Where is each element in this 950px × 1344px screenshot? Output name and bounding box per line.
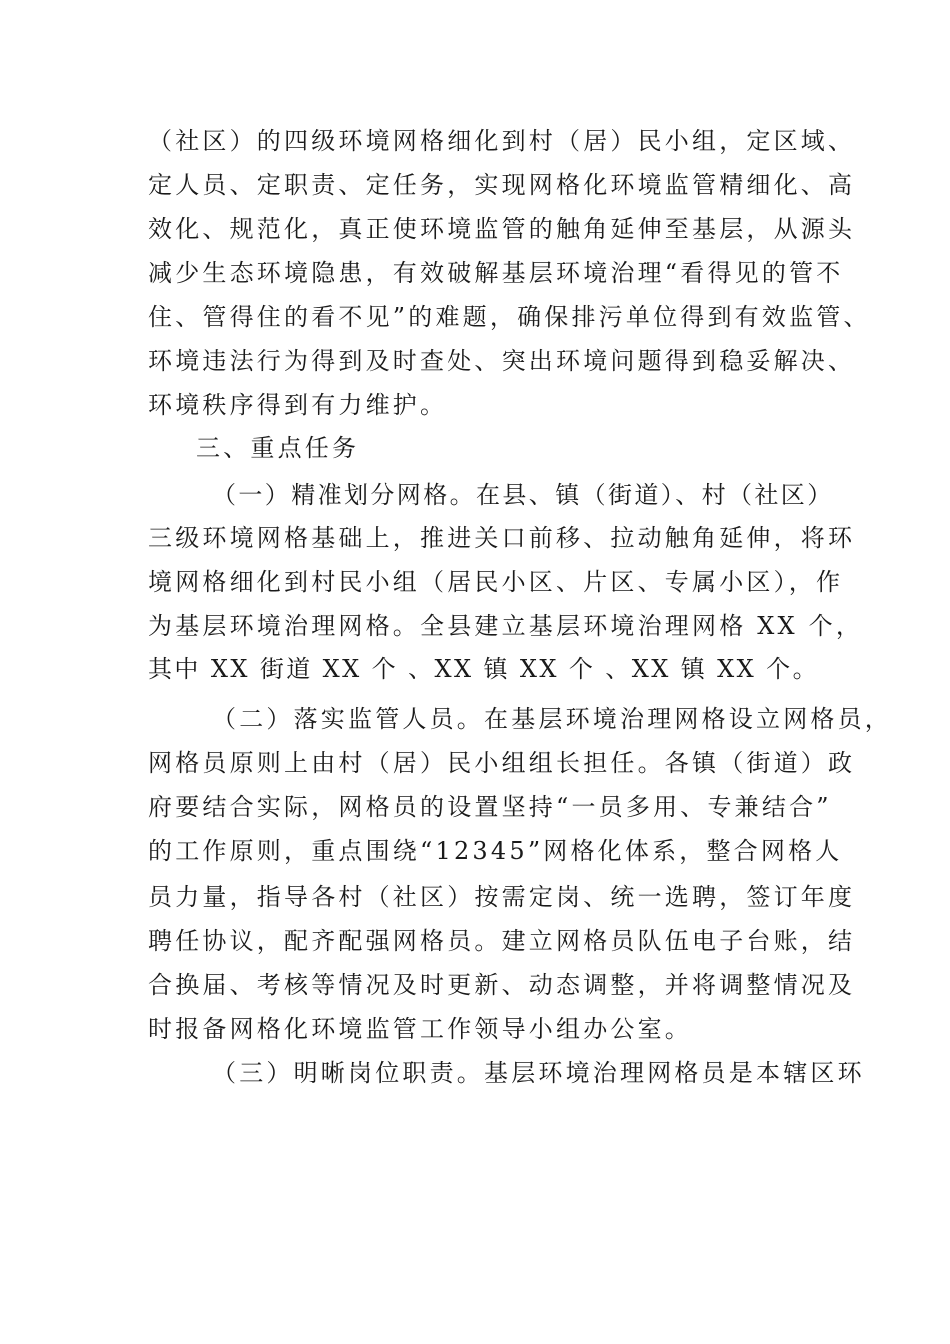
paragraph-line: 减少生态环境隐患，有效破解基层环境治理“看得见的管不: [148, 259, 844, 287]
paragraph-line: 定人员、定职责、定任务，实现网格化环境监管精细化、高: [148, 171, 856, 199]
subsection-heading-line: （二）落实监管人员。在基层环境治理网格设立网格员，: [212, 705, 892, 733]
paragraph-line: 效化、规范化，真正使环境监管的触角延伸至基层，从源头: [148, 215, 856, 243]
paragraph-line: 时报备网格化环境监管工作领导小组办公室。: [148, 1015, 692, 1043]
paragraph-line: 聘任协议，配齐配强网格员。建立网格员队伍电子台账，结: [148, 927, 856, 955]
section-heading: 三、重点任务: [196, 434, 360, 462]
paragraph-line: 为基层环境治理网格。全县建立基层环境治理网格 XX 个，: [148, 612, 864, 640]
paragraph-line: 三级环境网格基础上，推进关口前移、拉动触角延伸，将环: [148, 524, 856, 552]
paragraph-line: 员力量，指导各村（社区）按需定岗、统一选聘，签订年度: [148, 883, 856, 911]
paragraph-line: 环境秩序得到有力维护。: [148, 391, 448, 419]
paragraph-line: 其中 XX 街道 XX 个 、XX 镇 XX 个 、XX 镇 XX 个。: [148, 655, 819, 683]
paragraph-line: （社区）的四级环境网格细化到村（居）民小组，定区域、: [148, 127, 856, 155]
paragraph-line: 环境违法行为得到及时查处、突出环境问题得到稳妥解决、: [148, 347, 856, 375]
paragraph-line: 的工作原则，重点围绕“12345”网格化体系，整合网格人: [148, 837, 843, 865]
paragraph-line: 境网格细化到村民小组（居民小区、片区、专属小区），作: [148, 568, 844, 596]
paragraph-line: 网格员原则上由村（居）民小组组长担任。各镇（街道）政: [148, 749, 856, 777]
subsection-heading-line: （三）明晰岗位职责。基层环境治理网格员是本辖区环: [212, 1059, 865, 1087]
paragraph-line: 府要结合实际，网格员的设置坚持“一员多用、专兼结合”: [148, 793, 832, 821]
paragraph-line: 合换届、考核等情况及时更新、动态调整，并将调整情况及: [148, 971, 856, 999]
subsection-heading-line: （一）精准划分网格。在县、镇（街道）、村（社区）: [212, 481, 834, 509]
paragraph-line: 住、管得住的看不见”的难题，确保排污单位得到有效监管、: [148, 303, 871, 331]
